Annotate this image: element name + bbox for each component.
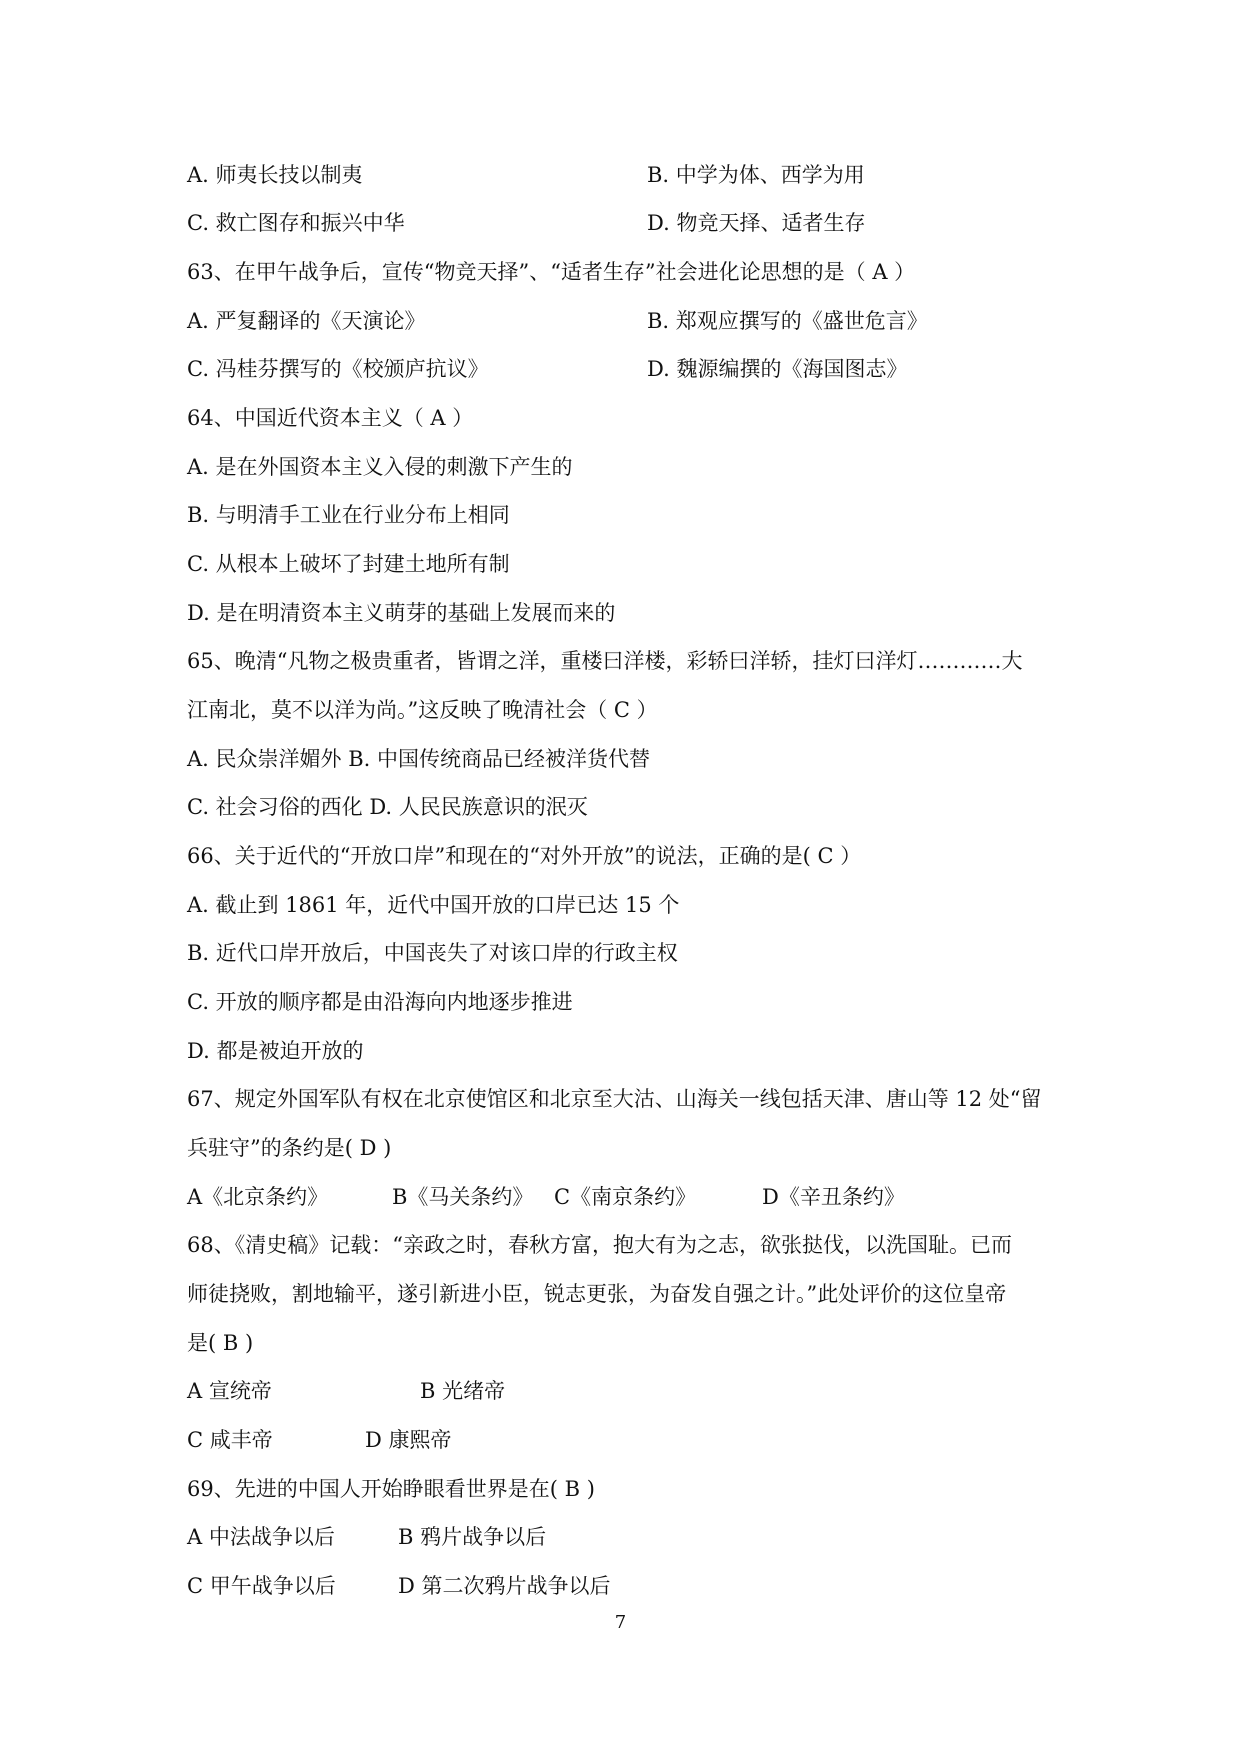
q63-option-b: B. 郑观应撰写的《盛世危言》 [647, 309, 928, 333]
q63-option-d: D. 魏源编撰的《海国图志》 [647, 357, 908, 381]
q68-question-line-3: 是( B ) [187, 1331, 254, 1355]
q66-option-b: B. 近代口岸开放后，中国丧失了对该口岸的行政主权 [187, 941, 678, 965]
q67-option-d: D《辛丑条约》 [762, 1185, 905, 1209]
q68-option-d: D 康熙帝 [365, 1428, 452, 1452]
q62-option-c: C. 救亡图存和振兴中华 [187, 211, 405, 235]
q68-option-c: C 咸丰帝 [187, 1428, 273, 1452]
q68-question-line-1: 68、《清史稿》记载：“亲政之时，春秋方富，抱大有为之志，欲张挞伐，以洗国耻。已而 [187, 1233, 1012, 1257]
q69-option-d: D 第二次鸦片战争以后 [398, 1574, 611, 1598]
q66-option-d: D. 都是被迫开放的 [187, 1039, 364, 1063]
q68-option-b: B 光绪帝 [420, 1379, 506, 1403]
q65-question-line-1: 65、晚清“凡物之极贵重者，皆谓之洋，重楼曰洋楼，彩轿曰洋轿，挂灯曰洋灯…………大 [187, 649, 1023, 673]
q65-question-line-2: 江南北，莫不以洋为尚。”这反映了晚清社会（ C ） [187, 698, 658, 722]
q64-option-b: B. 与明清手工业在行业分布上相同 [187, 503, 510, 527]
q67-option-a: A《北京条约》 [187, 1185, 329, 1209]
q67-option-b: B《马关条约》 [392, 1185, 534, 1209]
q64-option-a: A. 是在外国资本主义入侵的刺激下产生的 [187, 455, 573, 479]
q69-option-c: C 甲午战争以后 [187, 1574, 336, 1598]
q68-option-a: A 宣统帝 [187, 1379, 272, 1403]
q63-option-c: C. 冯桂芬撰写的《校颁庐抗议》 [187, 357, 489, 381]
q69-option-a: A 中法战争以后 [187, 1525, 335, 1549]
q66-question: 66、关于近代的“开放口岸”和现在的“对外开放”的说法，正确的是( C ） [187, 844, 862, 868]
q66-option-a: A. 截止到 1861 年，近代中国开放的口岸已达 15 个 [187, 893, 680, 917]
q67-question-line-2: 兵驻守”的条约是( D ) [187, 1136, 392, 1160]
q68-question-line-2: 师徒挠败，割地输平，遂引新进小臣，锐志更张，为奋发自强之计。”此处评价的这位皇帝 [187, 1282, 1007, 1306]
q64-option-c: C. 从根本上破坏了封建土地所有制 [187, 552, 510, 576]
q62-option-a: A. 师夷长技以制夷 [187, 163, 363, 187]
page-number: 7 [614, 1612, 627, 1633]
q65-options-c-d: C. 社会习俗的西化 D. 人民民族意识的泯灭 [187, 795, 588, 819]
q64-question: 64、中国近代资本主义（ A ） [187, 406, 474, 430]
q67-option-c: C《南京条约》 [554, 1185, 697, 1209]
q69-option-b: B 鸦片战争以后 [398, 1525, 547, 1549]
q63-question: 63、在甲午战争后，宣传“物竞天择”、“适者生存”社会进化论思想的是（ A ） [187, 260, 916, 284]
q62-option-b: B. 中学为体、西学为用 [647, 163, 865, 187]
q67-question-line-1: 67、规定外国军队有权在北京使馆区和北京至大沽、山海关一线包括天津、唐山等 12 处“留 [187, 1087, 1042, 1111]
q62-option-d: D. 物竞天择、适者生存 [647, 211, 866, 235]
q65-options-a-b: A. 民众崇洋媚外 B. 中国传统商品已经被洋货代替 [187, 747, 650, 771]
q64-option-d: D. 是在明清资本主义萌芽的基础上发展而来的 [187, 601, 616, 625]
q66-option-c: C. 开放的顺序都是由沿海向内地逐步推进 [187, 990, 573, 1014]
q63-option-a: A. 严复翻译的《天演论》 [187, 309, 426, 333]
q69-question: 69、先进的中国人开始睁眼看世界是在( B ) [187, 1477, 595, 1501]
